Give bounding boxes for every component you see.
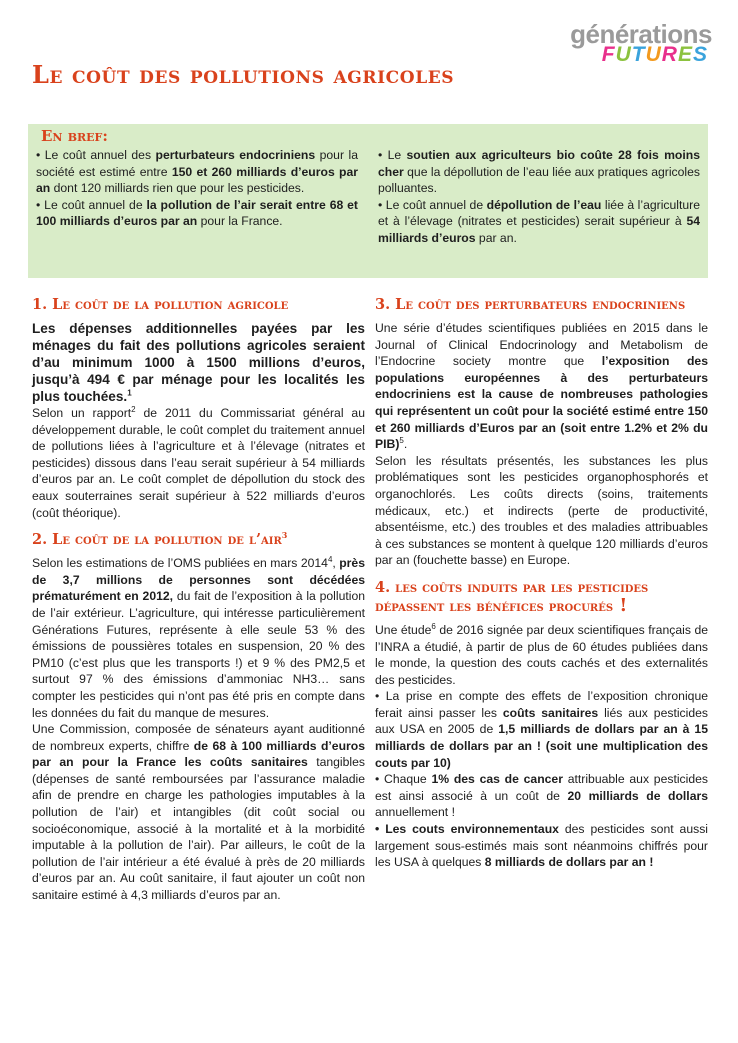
section-4-paragraph: • Les couts environnementaux des pesticides sont aussi largement sous-estimés mais sont néanmoins chiffrés pour les USA à quelques 8 milliards de dollars par an ! xyxy=(375,822,708,870)
summary-box xyxy=(28,124,708,278)
section-4-title: 4. les coûts induits par les pesticides dépassent les bénéfices procurés ! xyxy=(375,578,649,616)
section-2-title: 2. Le coût de la pollution de l’air$^3$ xyxy=(32,530,288,549)
summary-right-column xyxy=(378,147,700,246)
logo-text-bottom xyxy=(522,43,708,66)
section-4-paragraph: • La prise en compte des effets de l’exposition chronique ferait ainsi passer les coûts sanitaires liés aux pesticides aux USA en 2005 de 1,5 milliards de dollars par an à 15 milliards de dollars par an ! (soit une multiplication des couts par 10) xyxy=(375,689,708,770)
summary-item: • Le coût annuel des perturbateurs endocriniens pour la société est estimé entre 150 et 260 milliards d’euros par an dont 120 milliards rien que pour les pesticides. xyxy=(36,148,359,195)
section-2-paragraph: Une Commission, composée de sénateurs ayant auditionné de nombreux experts, chiffre de 68 à 100 milliards d’euros par an pour la France les coûts sanitaires tangibles (dépenses de santé remboursées par l’assurance maladie afin de prendre en charge les pathologies imputables à la pollution de l’air) et intangibles (dit coût social ou socioéconomique, associé à la mortalité et à la morbidité imputable à la pollution de l’air). Par ailleurs, le coût de la pollution de l’air intérieur a été évalué à près de 20 milliards d’euros par an. Au coût sanitaire, il faut ajouter un coût non sanitaire estimé à 4,3 milliards d’euros par an. xyxy=(32,722,365,903)
section-1-title: 1. Le coût de la pollution agricole xyxy=(32,296,289,313)
section-3-title: 3. Le coût des perturbateurs endocriniens xyxy=(375,296,686,313)
summary-title: En bref: xyxy=(41,127,108,145)
logo-text-top: générations xyxy=(570,19,712,49)
right-column xyxy=(375,296,708,871)
logo-letter: R xyxy=(661,43,678,66)
section-3-paragraph: Selon les résultats présentés, les substances les plus problématiques sont les pesticides organophosphorés et organochlorés. Les coûts directs (soins, traitements médicaux, etc.) et indirects (perte de productivité, absentéisme, etc.) des troubles et des maladies attribuables à ces substances se montent à quelque 120 milliards d’euros par an (fouchette basse) en Europe. xyxy=(375,453,708,568)
section-3-paragraph: Une série d’études scientifiques publiées en 2015 dans le Journal of Clinical Endocrinology and Metabolism de l’Endocrine society montre que l’exposition des populations européennes à des perturbateurs endocriniens est la cause de nombreuses pathologies qui représentent un coût pour la société estimé entre 150 et 260 milliards d’Euros par an (soit entre 1.2% et 2% du PIB)$^5$. xyxy=(375,321,708,452)
logo-letter: E xyxy=(677,43,693,66)
section-1-paragraph: Selon un rapport$^2$ de 2011 du Commissariat général au développement durable, le coût complet du traitement annuel de pollutions liées à l’agriculture et à l’élevage (nitrates et pesticides) dissous dans l’eau serait supérieur à 54 milliards d’euros par an. Le coût complet de dépollution du stock des eaux souterraines serait supérieur à 522 milliards d’euros (coût théorique). xyxy=(32,404,365,520)
summary-left-column xyxy=(36,147,358,246)
logo-letter: U xyxy=(615,43,632,66)
left-column xyxy=(32,296,365,904)
logo-letter: U xyxy=(645,43,662,66)
logo-letter: S xyxy=(692,43,708,66)
logo-letter: T xyxy=(631,43,646,66)
summary-item: • Le soutien aux agriculteurs bio coûte 28 fois moins cher que la dépollution de l’eau liée aux pratiques agricoles polluantes. xyxy=(378,148,700,195)
section-1-lead: Les dépenses additionnelles payées par les ménages du fait des pollutions agricoles seraient d’au minimum 1000 à 1500 millions d’euros, jusqu’à 494 € par ménage pour les localités les plus touchées.$^1$ xyxy=(32,321,365,404)
logo-letter: F xyxy=(601,43,616,66)
section-4-paragraph: Une étude$^6$ de 2016 signée par deux scientifiques français de l’INRA a étudié, à partir de plus de 60 études publiées dans le monde, la question des couts cachés et des externalités des pesticides. xyxy=(375,621,708,687)
page-title: Le coût des pollutions agricoles xyxy=(32,60,455,89)
logo xyxy=(522,19,712,66)
summary-item: • Le coût annuel de la pollution de l’air serait entre 68 et 100 milliards d’euros par an pour la France. xyxy=(36,197,358,228)
summary-item: • Le coût annuel de dépollution de l’eau liée à l’agriculture et à l’élevage (nitrates et pesticides) serait supérieur à 54 milliards d’euros par an. xyxy=(378,197,700,245)
section-4-paragraph: • Chaque 1% des cas de cancer attribuable aux pesticides est ainsi associé à un coût de 20 milliards de dollars annuellement ! xyxy=(375,772,708,820)
section-2-paragraph: Selon les estimations de l’OMS publiées en mars 2014$^4$, près de 3,7 millions de personnes sont décédées prématurément en 2012, du fait de l’exposition à la pollution de l’air extérieur. L’agriculture, qui intéresse particulièrement Générations Futures, représente à elle seule 53 % des émissions de poussières totales en suspension, 20 % des PM10 (c’est plus que les transports !) et 9 % des PM2,5 et surtout 97 % des émissions d’ammoniac NH3… sans compter les pesticides qui n’ont pas été pris en compte dans les données du fait du manque de mesures. xyxy=(32,555,366,720)
